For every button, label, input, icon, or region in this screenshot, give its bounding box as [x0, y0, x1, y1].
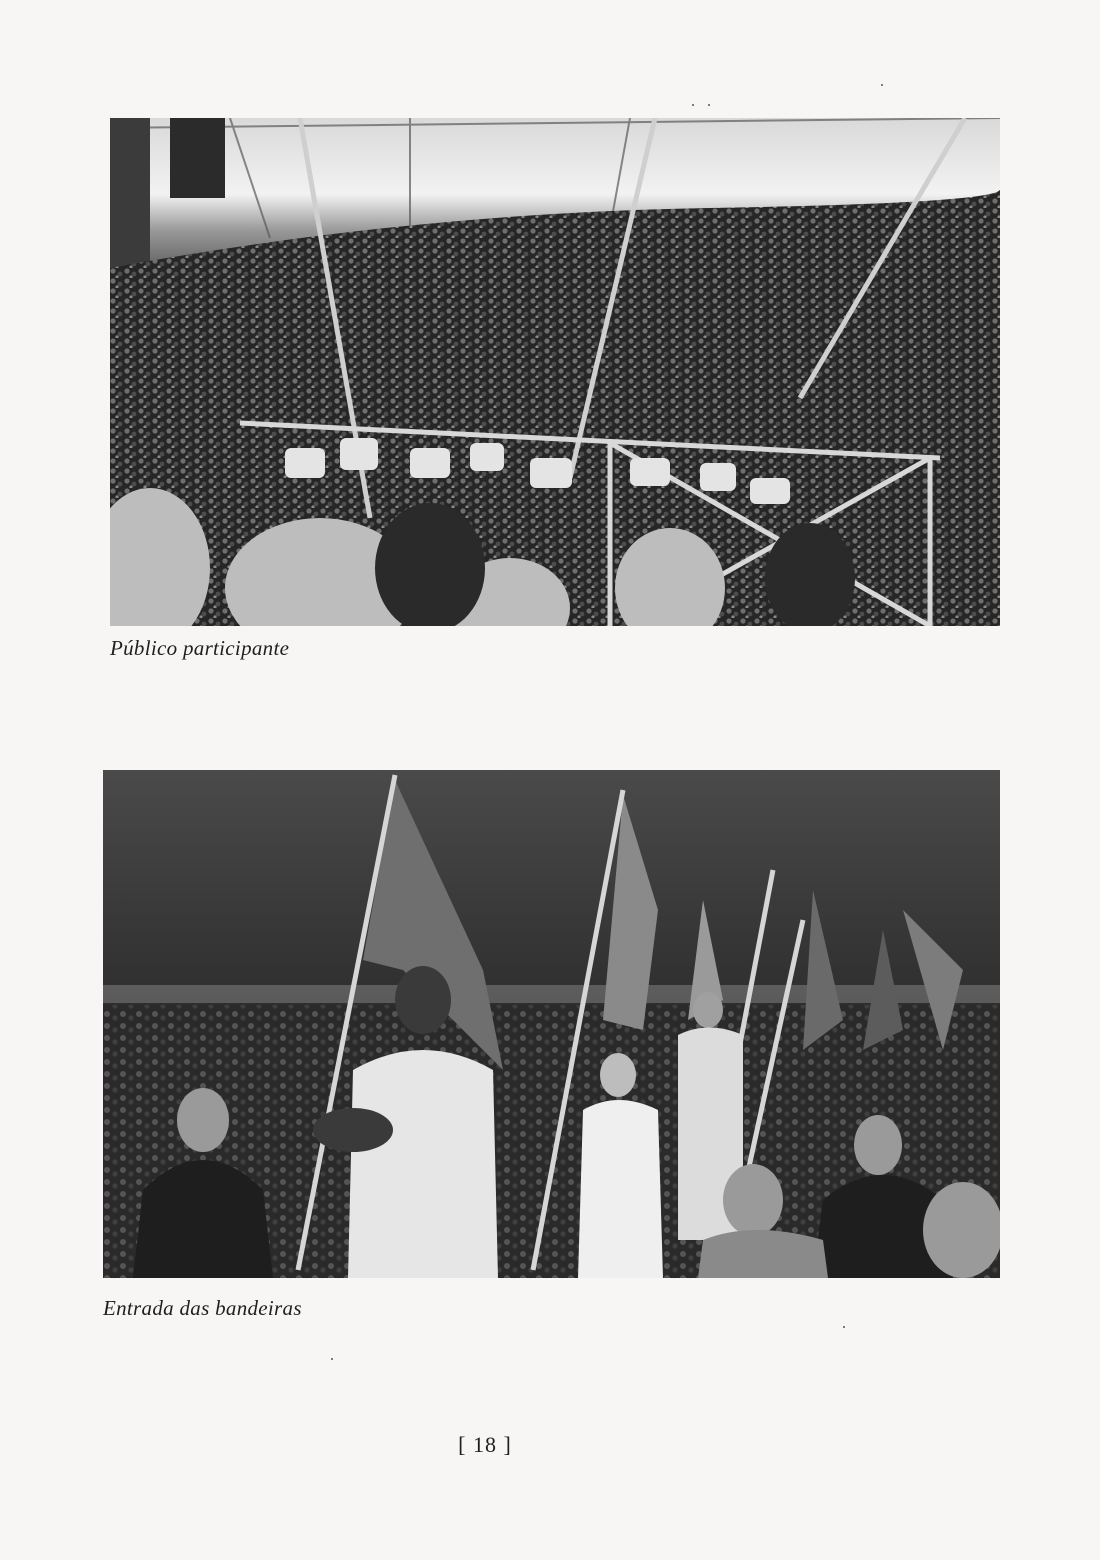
- photo-caption: Entrada das bandeiras: [103, 1296, 302, 1320]
- scan-speck: [331, 1358, 333, 1360]
- scan-speck: [881, 84, 883, 86]
- scan-speck: [843, 1326, 845, 1328]
- photo-caption: Público participante: [110, 636, 290, 660]
- scan-speck: [708, 104, 710, 106]
- page-number: [ 18 ]: [458, 1432, 512, 1457]
- scan-speck: [692, 104, 694, 106]
- flag-entrance-photo: [103, 770, 1000, 1278]
- crowd-photo: [110, 118, 1000, 626]
